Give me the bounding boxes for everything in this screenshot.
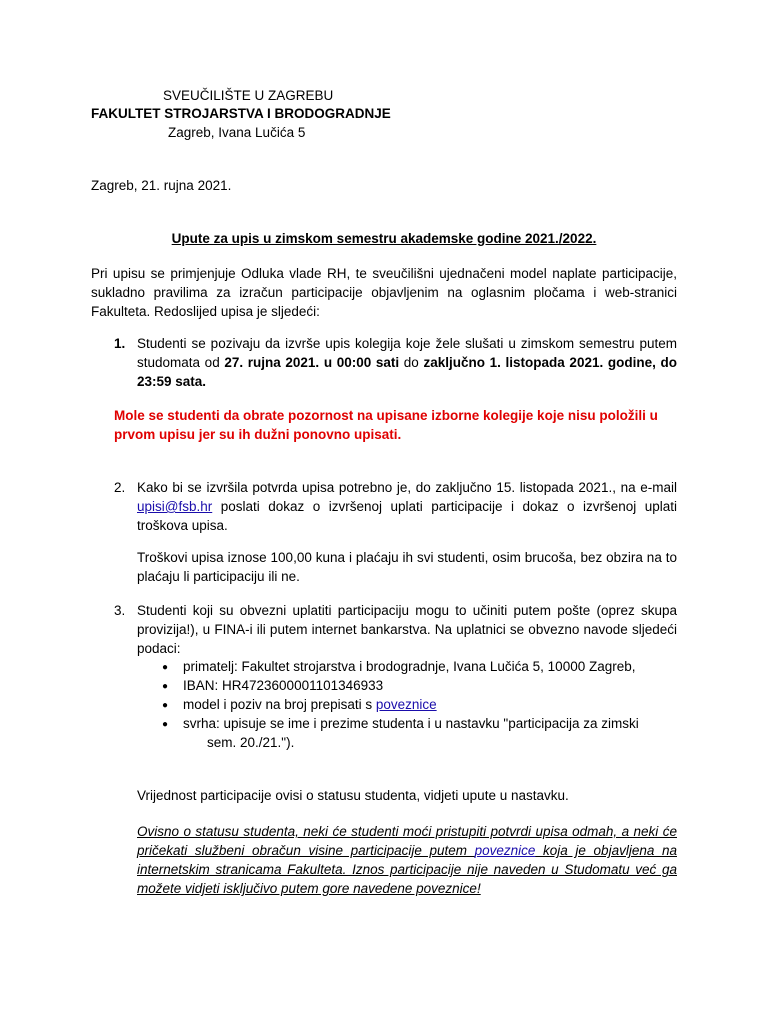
item-1-text [137, 334, 677, 391]
email-link[interactable]: upisi@fsb.hr [137, 499, 213, 514]
bullet-3-text: model i poziv na broj prepisati s [183, 697, 376, 712]
bullet-3 [183, 695, 437, 714]
bullet-2-dot: ● [162, 681, 169, 692]
item-2-costs: Troškovi upisa iznose 100,00 kuna i plaćaju ih svi studenti, osim brucoša, bez obzira na to plaćaju li participaciju ili ne. [137, 550, 677, 584]
bullet-1: primatelj: Fakultet strojarstva i brodogradnje, Ivana Lučića 5, 10000 Zagreb, [183, 659, 636, 674]
final-note-text-a: Ovisno o statusu studenta, neki će studenti moći pristupiti potvrdi upisa odmah, a neki će pričekati službeni obračun visine participacije putem [137, 824, 677, 858]
bullet-4-line-2: sem. 20./21."). [207, 735, 295, 750]
final-note [137, 822, 677, 898]
item-1-start-time: 27. rujna 2021. u 00:00 sati [224, 355, 400, 370]
document-date: Zagreb, 21. rujna 2021. [91, 178, 232, 193]
bullet-3-dot: ● [162, 700, 169, 711]
value-note: Vrijednost participacije ovisi o statusu studenta, vidjeti upute u nastavku. [137, 788, 569, 803]
item-2-text-a: Kako bi se izvršila potvrda upisa potrebno je, do zaključno 15. listopada 2021., na e-mail [137, 480, 677, 495]
item-1-text-a: Studenti se pozivaju da izvrše upis kolegija koje žele slušati u zimskom semestru putem studomata od [137, 336, 677, 370]
faculty-address: Zagreb, Ivana Lučića 5 [168, 125, 306, 140]
document-title: Upute za upis u zimskom semestru akademske godine 2021./2022. [171, 231, 597, 246]
warning-note: Mole se studenti da obrate pozornost na upisane izborne kolegije koje nisu položili u prvom upisu jer su ih dužni ponovno upisati. [114, 408, 658, 442]
university-name: SVEUČILIŠTE U ZAGREBU [163, 88, 334, 103]
intro-paragraph: Pri upisu se primjenjuje Odluka vlade RH, te sveučilišni ujednačeni model naplate participacije, sukladno pravilima za izračun participacije objavljenim na oglasnim pločama i web-stranici Fakulteta. Redoslijed upisa je sljedeći: [91, 266, 677, 319]
final-note-link[interactable]: poveznice [474, 843, 536, 858]
bullet-2: IBAN: HR4723600001101346933 [183, 678, 384, 693]
item-2-number: 2. [114, 480, 126, 495]
bullet-4-dot: ● [162, 719, 169, 730]
item-2-text [137, 478, 677, 535]
poveznica-link[interactable]: poveznice [375, 697, 437, 712]
item-2-text-b: poslati dokaz o izvršenoj uplati participacije i dokaz o izvršenoj uplati troškova upisa. [137, 499, 677, 533]
item-3-number: 3. [114, 603, 126, 618]
final-note-text-b: koja je objavljena na internetskim stranicama Fakulteta. Iznos participacije nije naveden u Studomatu već ga možete vidjeti isključivo putem gore navedene poveznice! [137, 843, 677, 896]
item-1-end-time: zaključno 1. listopada 2021. godine, do 23:59 sata. [137, 355, 677, 389]
bullet-1-dot: ● [162, 662, 169, 673]
item-1-number: 1. [114, 336, 126, 351]
item-3-text: Studenti koji su obvezni uplatiti participaciju mogu to učiniti putem pošte (oprez skupa provizija!), u FINA-i ili putem internet bankarstva. Na uplatnici se obvezno navode sljedeći podaci: [137, 603, 677, 656]
bullet-4-line-1: svrha: upisuje se ime i prezime studenta i u nastavku "participacija za zimski [183, 716, 639, 731]
item-1-text-b: do [399, 355, 424, 370]
faculty-name: FAKULTET STROJARSTVA I BRODOGRADNJE [91, 106, 391, 121]
